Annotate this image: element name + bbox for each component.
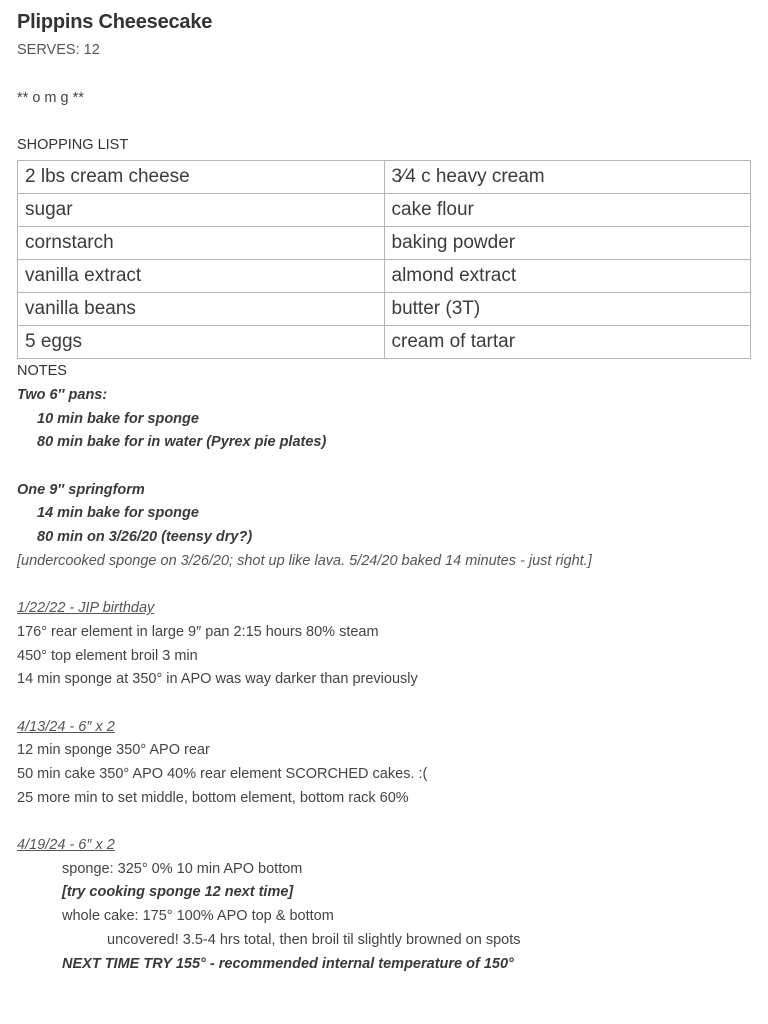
table-row bbox=[18, 326, 751, 359]
note-line: uncovered! 3.5-4 hrs total, then broil til slightly browned on spots bbox=[107, 931, 521, 948]
table-row bbox=[18, 194, 751, 227]
shopping-item: 2 lbs cream cheese bbox=[18, 161, 385, 194]
table-row bbox=[18, 227, 751, 260]
shopping-item: vanilla extract bbox=[18, 260, 385, 293]
note-line: 80 min bake for in water (Pyrex pie plates) bbox=[37, 434, 327, 451]
shopping-item: 5 eggs bbox=[18, 326, 385, 359]
shopping-item: almond extract bbox=[384, 260, 751, 293]
table-row bbox=[18, 260, 751, 293]
spacer bbox=[17, 455, 757, 479]
shopping-item: baking powder bbox=[384, 227, 751, 260]
note-heading: One 9″ springform bbox=[17, 481, 145, 498]
table-row bbox=[18, 293, 751, 326]
note-line: 450° top element broil 3 min bbox=[17, 647, 198, 664]
note-line: 10 min bake for sponge bbox=[37, 410, 199, 427]
notes-label: NOTES bbox=[17, 363, 67, 379]
note-line: 176° rear element in large 9″ pan 2:15 hours 80% steam bbox=[17, 623, 379, 640]
shopping-list-label: SHOPPING LIST bbox=[17, 137, 129, 153]
spacer bbox=[17, 810, 757, 834]
recipe-tagline: ** o m g ** bbox=[17, 90, 84, 106]
note-line: whole cake: 175° 100% APO top & bottom bbox=[62, 908, 334, 925]
spacer bbox=[17, 692, 757, 716]
shopping-item: vanilla beans bbox=[18, 293, 385, 326]
note-line: 25 more min to set middle, bottom element, bottom rack 60% bbox=[17, 789, 409, 806]
note-line: [undercooked sponge on 3/26/20; shot up like lava. 5/24/20 baked 14 minutes - just right.] bbox=[17, 552, 592, 569]
spacer bbox=[17, 574, 757, 598]
shopping-item: 3⁄4 c heavy cream bbox=[384, 161, 751, 194]
shopping-item: cream of tartar bbox=[384, 326, 751, 359]
note-date-heading: 4/13/24 - 6″ x 2 bbox=[17, 718, 115, 735]
note-line: 14 min bake for sponge bbox=[37, 505, 199, 522]
shopping-item: cornstarch bbox=[18, 227, 385, 260]
note-line: 80 min on 3/26/20 (teensy dry?) bbox=[37, 529, 253, 546]
note-date-heading: 1/22/22 - JIP birthday bbox=[17, 600, 155, 617]
notes-body bbox=[17, 384, 757, 976]
note-line: 14 min sponge at 350° in APO was way darker than previously bbox=[17, 671, 418, 688]
note-heading: Two 6″ pans: bbox=[17, 387, 108, 403]
note-line: 12 min sponge 350° APO rear bbox=[17, 742, 210, 759]
shopping-list-table bbox=[17, 160, 751, 359]
shopping-item: butter (3T) bbox=[384, 293, 751, 326]
shopping-item: cake flour bbox=[384, 194, 751, 227]
recipe-title: Plippins Cheesecake bbox=[17, 11, 213, 33]
note-line: [try cooking sponge 12 next time] bbox=[62, 884, 294, 901]
note-line: NEXT TIME TRY 155° - recommended internal temperature of 150° bbox=[62, 955, 514, 972]
note-line: sponge: 325° 0% 10 min APO bottom bbox=[62, 860, 303, 877]
note-date-heading: 4/19/24 - 6″ x 2 bbox=[17, 837, 115, 854]
shopping-item: sugar bbox=[18, 194, 385, 227]
serves-count: SERVES: 12 bbox=[17, 42, 100, 58]
table-row bbox=[18, 161, 751, 194]
note-line: 50 min cake 350° APO 40% rear element SCORCHED cakes. :( bbox=[17, 766, 428, 782]
